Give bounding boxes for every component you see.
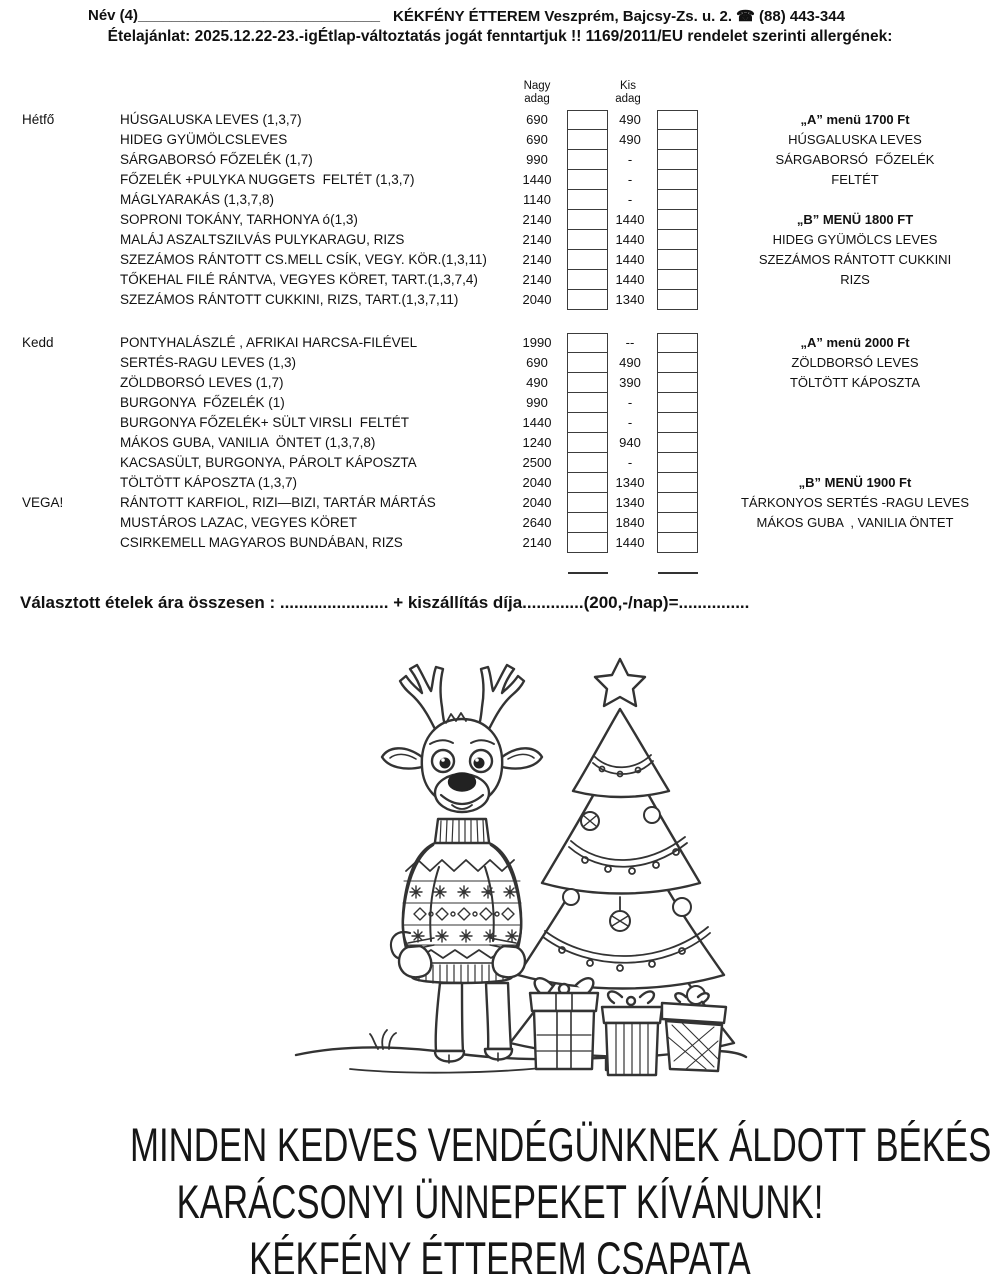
- small-portion-price: -: [627, 152, 633, 167]
- menu-row: [0, 110, 1000, 130]
- small-portion-checkbox[interactable]: [657, 270, 698, 290]
- large-portion-price: 1440: [522, 172, 552, 187]
- small-portion-checkbox[interactable]: [657, 373, 698, 393]
- small-portion-checkbox[interactable]: [657, 110, 698, 130]
- menu-item-name: HIDEG GYÜMÖLCSLEVES: [120, 132, 288, 147]
- small-portion-price: 1440: [615, 252, 645, 267]
- small-portion-checkbox[interactable]: [657, 513, 698, 533]
- menu-row: [0, 413, 1000, 433]
- large-portion-checkbox[interactable]: [567, 210, 608, 230]
- small-portion-price: 490: [619, 112, 641, 127]
- small-portion-checkbox[interactable]: [657, 230, 698, 250]
- large-portion-checkbox[interactable]: [567, 413, 608, 433]
- small-portion-price: 1340: [615, 292, 645, 307]
- menu-row: [0, 353, 1000, 373]
- large-portion-header-line2: adag: [524, 93, 550, 105]
- small-portion-checkbox[interactable]: [657, 250, 698, 270]
- large-portion-price: 990: [526, 152, 548, 167]
- large-portion-checkbox[interactable]: [567, 190, 608, 210]
- name-field-label: Név (4): [88, 7, 139, 24]
- small-portion-checkbox[interactable]: [657, 533, 698, 553]
- order-total-line: Választott ételek ára összesen : ....................... + kiszállítás díja.............(200,-/nap)=...............: [20, 593, 750, 612]
- combo-menu-text: „B” MENÜ 1800 FT: [796, 212, 914, 227]
- combo-menu-text: TÖLTÖTT KÁPOSZTA: [789, 375, 920, 390]
- footer-line-1: MINDEN KEDVES VENDÉGÜNKNEK ÁLDOTT BÉKÉS: [130, 1118, 992, 1171]
- menu-row: [0, 170, 1000, 190]
- large-portion-checkbox[interactable]: [567, 473, 608, 493]
- large-portion-price: 1440: [522, 415, 552, 430]
- small-column-total-line[interactable]: [658, 572, 698, 574]
- small-portion-checkbox[interactable]: [657, 473, 698, 493]
- small-portion-price: --: [625, 335, 635, 350]
- small-portion-price: 1440: [615, 232, 645, 247]
- menu-item-name: SERTÉS-RAGU LEVES (1,3): [120, 355, 297, 370]
- large-portion-price: 2640: [522, 515, 552, 530]
- menu-row: [0, 373, 1000, 393]
- large-portion-price: 2140: [522, 252, 552, 267]
- menu-item-name: MUSTÁROS LAZAC, VEGYES KÖRET: [120, 515, 358, 530]
- large-portion-price: 2040: [522, 495, 552, 510]
- menu-row: [0, 190, 1000, 210]
- large-portion-checkbox[interactable]: [567, 290, 608, 310]
- combo-menu-text: MÁKOS GUBA , VANILIA ÖNTET: [756, 515, 954, 530]
- menu-item-name: CSIRKEMELL MAGYAROS BUNDÁBAN, RIZS: [120, 535, 403, 550]
- small-portion-checkbox[interactable]: [657, 150, 698, 170]
- menu-row: [0, 130, 1000, 150]
- large-portion-checkbox[interactable]: [567, 353, 608, 373]
- large-portion-price: 690: [526, 112, 548, 127]
- phone-number: (88) 443-344: [759, 8, 845, 25]
- large-portion-price: 1990: [522, 335, 552, 350]
- tuesday-menu-block: [0, 333, 1000, 553]
- large-portion-checkbox[interactable]: [567, 170, 608, 190]
- small-portion-checkbox[interactable]: [657, 433, 698, 453]
- menu-row: [0, 453, 1000, 473]
- large-portion-price: 2140: [522, 535, 552, 550]
- large-column-total-line[interactable]: [568, 572, 608, 574]
- menu-row: [0, 513, 1000, 533]
- large-portion-checkbox[interactable]: [567, 333, 608, 353]
- small-portion-price: 1340: [615, 495, 645, 510]
- small-portion-price: -: [627, 455, 633, 470]
- small-portion-checkbox[interactable]: [657, 333, 698, 353]
- menu-row: [0, 333, 1000, 353]
- christmas-illustration: [290, 645, 750, 1077]
- menu-item-name: ZÖLDBORSÓ LEVES (1,7): [120, 375, 284, 390]
- menu-row: [0, 290, 1000, 310]
- small-portion-checkbox[interactable]: [657, 453, 698, 473]
- small-portion-price: 1440: [615, 272, 645, 287]
- day-label: Kedd: [22, 335, 54, 350]
- large-portion-header-line1: Nagy: [523, 80, 551, 92]
- large-portion-price: 2140: [522, 272, 552, 287]
- restaurant-header: [393, 7, 845, 25]
- small-portion-price: 1340: [615, 475, 645, 490]
- small-portion-header-line1: Kis: [620, 80, 636, 92]
- menu-item-name: SOPRONI TOKÁNY, TARHONYA ó(1,3): [120, 212, 358, 227]
- small-portion-price: 490: [619, 132, 641, 147]
- combo-menu-text: HIDEG GYÜMÖLCS LEVES: [772, 232, 938, 247]
- menu-row: [0, 150, 1000, 170]
- menu-item-name: HÚSGALUSKA LEVES (1,3,7): [120, 112, 302, 127]
- large-portion-checkbox[interactable]: [567, 150, 608, 170]
- combo-menu-text: FELTÉT: [831, 172, 879, 187]
- menu-item-name: TŐKEHAL FILÉ RÁNTVA, VEGYES KÖRET, TART.(1,3,7,4): [120, 272, 478, 287]
- large-portion-checkbox[interactable]: [567, 230, 608, 250]
- combo-menu-text: SÁRGABORSÓ FŐZELÉK: [775, 152, 935, 167]
- small-portion-checkbox[interactable]: [657, 170, 698, 190]
- menu-item-name: SÁRGABORSÓ FŐZELÉK (1,7): [120, 152, 313, 167]
- combo-menu-text: RIZS: [840, 272, 870, 287]
- large-portion-column-header: [512, 80, 562, 106]
- combo-menu-text: SZEZÁMOS RÁNTOTT CUKKINI: [758, 252, 952, 267]
- large-portion-price: 1240: [522, 435, 552, 450]
- menu-item-name: MÁGLYARAKÁS (1,3,7,8): [120, 192, 275, 207]
- menu-item-name: MÁKOS GUBA, VANILIA ÖNTET (1,3,7,8): [120, 435, 376, 450]
- small-portion-checkbox[interactable]: [657, 210, 698, 230]
- large-portion-price: 1140: [523, 192, 551, 207]
- large-portion-checkbox[interactable]: [567, 513, 608, 533]
- small-portion-checkbox[interactable]: [657, 393, 698, 413]
- large-portion-checkbox[interactable]: [567, 270, 608, 290]
- small-portion-price: 940: [619, 435, 641, 450]
- menu-item-name: TÖLTÖTT KÁPOSZTA (1,3,7): [120, 475, 298, 490]
- menu-row: [0, 210, 1000, 230]
- menu-item-name: MALÁJ ASZALTSZILVÁS PULYKARAGU, RIZS: [120, 232, 405, 247]
- large-portion-checkbox[interactable]: [567, 453, 608, 473]
- menu-item-name: SZEZÁMOS RÁNTOTT CUKKINI, RIZS, TART.(1,3,7,11): [120, 292, 459, 307]
- large-portion-checkbox[interactable]: [567, 393, 608, 413]
- small-portion-checkbox[interactable]: [657, 493, 698, 513]
- small-portion-price: -: [627, 192, 633, 207]
- combo-menu-text: TÁRKONYOS SERTÉS -RAGU LEVES: [740, 495, 970, 510]
- day-label: Hétfő: [22, 112, 55, 127]
- small-portion-column-header: [606, 80, 650, 106]
- menu-item-name: SZEZÁMOS RÁNTOTT CS.MELL CSÍK, VEGY. KÖR.(1,3,11): [120, 252, 487, 267]
- menu-row: [0, 270, 1000, 290]
- day-label: VEGA!: [22, 495, 64, 510]
- large-portion-price: 2040: [522, 475, 552, 490]
- large-portion-price: 2040: [522, 292, 552, 307]
- combo-menu-text: „B” MENÜ 1900 Ft: [798, 475, 912, 490]
- menu-item-name: RÁNTOTT KARFIOL, RIZI—BIZI, TARTÁR MÁRTÁS: [120, 495, 436, 510]
- menu-row: [0, 250, 1000, 270]
- small-portion-price: -: [627, 415, 633, 430]
- large-portion-price: 690: [526, 132, 548, 147]
- large-portion-checkbox[interactable]: [567, 373, 608, 393]
- menu-row: [0, 473, 1000, 493]
- restaurant-title: KÉKFÉNY ÉTTEREM Veszprém, Bajcsy-Zs. u. 2.: [393, 8, 732, 25]
- menu-row: [0, 393, 1000, 413]
- small-portion-price: 390: [619, 375, 641, 390]
- small-portion-checkbox[interactable]: [657, 413, 698, 433]
- small-portion-price: 1440: [615, 212, 645, 227]
- footer-line-2: KARÁCSONYI ÜNNEPEKET KÍVÁNUNK!: [176, 1175, 824, 1228]
- menu-item-name: KACSASÜLT, BURGONYA, PÁROLT KÁPOSZTA: [120, 455, 417, 470]
- large-portion-price: 2140: [522, 212, 552, 227]
- name-blank-line[interactable]: _____________________________: [138, 7, 380, 24]
- small-portion-price: -: [627, 172, 633, 187]
- large-portion-price: 490: [526, 375, 548, 390]
- small-portion-price: 1840: [615, 515, 645, 530]
- name-field: [88, 7, 380, 24]
- reindeer-drawing: [382, 665, 542, 1063]
- large-portion-price: 2140: [522, 232, 552, 247]
- large-portion-checkbox[interactable]: [567, 130, 608, 150]
- menu-item-name: PONTYHALÁSZLÉ , AFRIKAI HARCSA-FILÉVEL: [120, 335, 418, 350]
- small-portion-checkbox[interactable]: [657, 190, 698, 210]
- small-portion-header-line2: adag: [615, 93, 641, 105]
- menu-row: [0, 493, 1000, 513]
- menu-item-name: FŐZELÉK +PULYKA NUGGETS FELTÉT (1,3,7): [120, 172, 415, 187]
- menu-row: [0, 533, 1000, 553]
- small-portion-price: -: [627, 395, 633, 410]
- large-portion-checkbox[interactable]: [567, 493, 608, 513]
- offer-and-allergen-line: Ételajánlat: 2025.12.22-23.-igÉtlap-változtatás jogát fenntartjuk !! 1169/2011/EU rendelet szerinti allergének:: [107, 28, 893, 45]
- christmas-greeting: [0, 1116, 1000, 1274]
- large-portion-price: 690: [526, 355, 548, 370]
- combo-menu-text: HÚSGALUSKA LEVES: [788, 132, 922, 147]
- footer-line-3: KÉKFÉNY ÉTTEREM CSAPATA: [249, 1232, 751, 1274]
- combo-menu-text: ZÖLDBORSÓ LEVES: [791, 355, 919, 370]
- menu-row: [0, 230, 1000, 250]
- large-portion-checkbox[interactable]: [567, 250, 608, 270]
- large-portion-checkbox[interactable]: [567, 533, 608, 553]
- monday-menu-block: [0, 110, 1000, 310]
- phone-icon: ☎: [736, 8, 755, 25]
- large-portion-price: 2500: [522, 455, 552, 470]
- combo-menu-text: „A” menü 1700 Ft: [800, 112, 910, 127]
- small-portion-price: 1440: [615, 535, 645, 550]
- menu-item-name: BURGONYA FŐZELÉK (1): [120, 395, 285, 410]
- small-portion-price: 490: [619, 355, 641, 370]
- large-portion-checkbox[interactable]: [567, 110, 608, 130]
- menu-item-name: BURGONYA FŐZELÉK+ SÜLT VIRSLI FELTÉT: [120, 415, 409, 430]
- small-portion-checkbox[interactable]: [657, 290, 698, 310]
- large-portion-price: 990: [526, 395, 548, 410]
- large-portion-checkbox[interactable]: [567, 433, 608, 453]
- small-portion-checkbox[interactable]: [657, 130, 698, 150]
- small-portion-checkbox[interactable]: [657, 353, 698, 373]
- menu-row: [0, 433, 1000, 453]
- combo-menu-text: „A” menü 2000 Ft: [800, 335, 910, 350]
